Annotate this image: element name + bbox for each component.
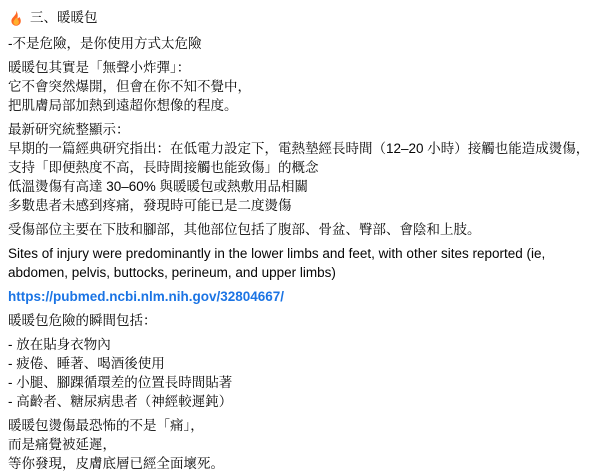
paragraph-link	[8, 287, 592, 306]
paragraph-intro	[8, 34, 592, 53]
list-item: - 放在貼身衣物內	[8, 337, 111, 352]
pubmed-link[interactable]: https://pubmed.ncbi.nlm.nih.gov/32804667/	[8, 289, 285, 304]
paragraph-injury-sites-en	[8, 244, 592, 282]
paragraph-bullet-list	[8, 335, 592, 411]
text-line: 暖暖包危險的瞬間包括：	[8, 313, 157, 328]
text-line: 受傷部位主要在下肢和腳部，其他部位包括了腹部、骨盆、臀部、會陰和上肢。	[8, 222, 481, 237]
paragraph-research	[8, 120, 592, 215]
paragraph-danger-moments	[8, 311, 592, 330]
paragraph-conclusion	[8, 416, 592, 473]
list-item: - 小腿、腳踝循環差的位置長時間貼著	[8, 375, 233, 390]
list-item: - 疲倦、睡著、喝酒後使用	[8, 356, 165, 371]
text-line: 它不會突然爆開，但會在你不知不覺中，	[8, 79, 251, 94]
post-title	[8, 7, 592, 28]
fire-icon	[8, 10, 24, 26]
text-line: 暖暖包其實是「無聲小炸彈」：	[8, 60, 191, 75]
paragraph-bomb	[8, 58, 592, 115]
text-line: 暖暖包燙傷最恐怖的不是「痛」，	[8, 418, 204, 433]
text-line: 而是痛覺被延遲，	[8, 437, 116, 452]
paragraph-injury-sites-zh	[8, 220, 592, 239]
text-line: 支持「即便熱度不高，長時間接觸也能致傷」的概念	[8, 160, 319, 175]
text-line: 早期的一篇經典研究指出：在低電力設定下，電熱墊經長時間（12–20 小時）接觸也能造成燙傷，	[8, 141, 590, 156]
text-line: 多數患者未感到疼痛，發現時可能已是二度燙傷	[8, 198, 292, 213]
list-item: - 高齡者、糖尿病患者（神經較遲鈍）	[8, 394, 233, 409]
text-line: 等你發現，皮膚底層已經全面壞死。	[8, 456, 224, 471]
text-line: 低溫燙傷有高達 30–60% 與暖暖包或熱敷用品相關	[8, 179, 309, 194]
post-title-text: 三、暖暖包	[30, 10, 98, 25]
text-line: 最新研究統整顯示：	[8, 122, 130, 137]
text-line: 把肌膚局部加熱到遠超你想像的程度。	[8, 98, 238, 113]
text-line: -不是危險，是你使用方式太危險	[8, 36, 202, 51]
text-line: Sites of injury were predominantly in the lower limbs and feet, with other sites reported (ie, abdomen, pelvis, buttocks, perineum, and upper limbs)	[8, 246, 546, 280]
